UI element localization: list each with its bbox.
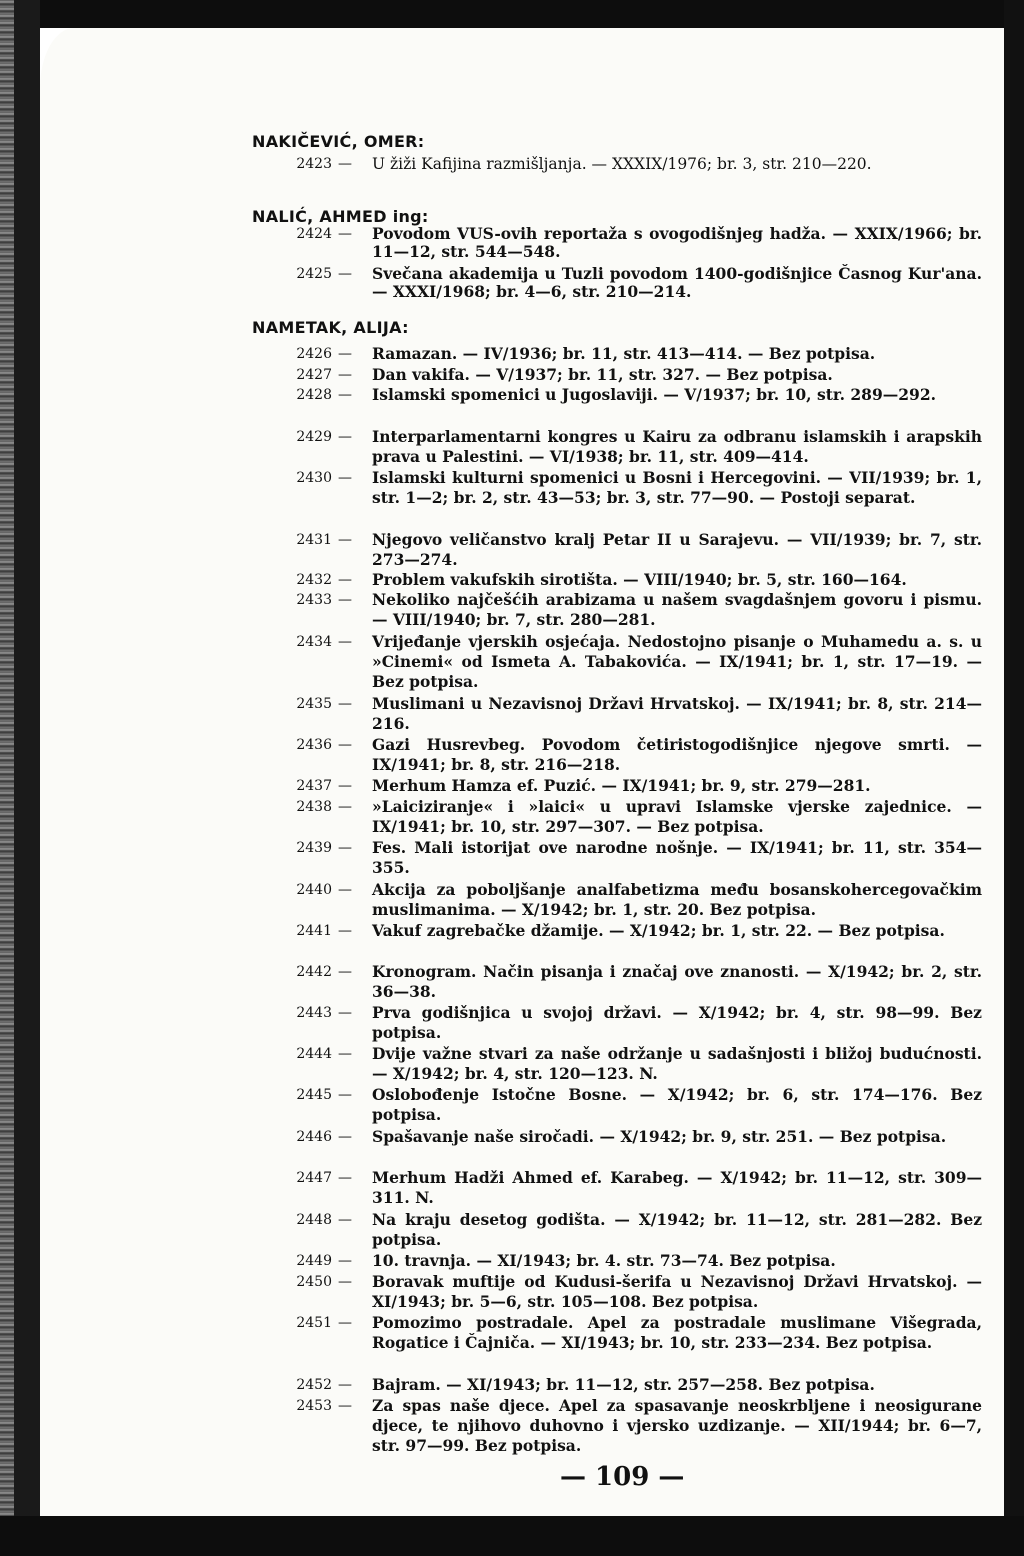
entry-text: Fes. Mali istorijat ove narodne nošnje. — IX/1941; br. 11, str. 354—355. [372, 838, 982, 877]
entry-text: Problem vakufskih sirotišta. — VIII/1940; br. 5, str. 160—164. [372, 570, 907, 589]
entry-text: Na kraju desetog godišta. — X/1942; br. 11—12, str. 281—282. Bez potpisa. [372, 1210, 982, 1249]
entry-number: 2442 [296, 964, 332, 980]
entry-text: Islamski spomenici u Jugoslaviji. — V/1937; br. 10, str. 289—292. [372, 385, 936, 404]
entry-dash: — [338, 156, 352, 172]
entry-dash: — [338, 634, 352, 650]
entry-text: Vrijeđanje vjerskih osjećaja. Nedostojno pisanje o Muhamedu a. s. u »Cinemi« od Ismeta A. Tabakovića. — IX/1941; br. 1, str. 17—19. — Bez potpisa. [372, 632, 982, 691]
entry-number: 2447 [296, 1170, 332, 1186]
entry-number: 2429 [296, 429, 332, 445]
entry-number: 2453 [296, 1398, 332, 1414]
entry-dash: — [338, 1315, 352, 1331]
entry-number: 2430 [296, 470, 332, 486]
entry-text: Dan vakifa. — V/1937; br. 11, str. 327. — Bez potpisa. [372, 365, 833, 384]
entry-dash: — [338, 346, 352, 362]
scan-border-bottom [0, 1516, 1024, 1556]
scan-border-top [0, 0, 1024, 28]
entry-text: Gazi Husrevbeg. Povodom četiristogodišnjice njegove smrti. — IX/1941; br. 8, str. 216—218. [372, 735, 982, 774]
entry-number: 2441 [296, 923, 332, 939]
entry-number: 2423 [296, 156, 332, 172]
entry-dash: — [338, 266, 352, 282]
entry-text: Dvije važne stvari za naše održanje u sadašnjosti i bližoj budućnosti. — X/1942; br. 4, str. 120—123. N. [372, 1044, 982, 1083]
entry-dash: — [338, 572, 352, 588]
entry-text: Svečana akademija u Tuzli povodom 1400-godišnjice Časnog Kur'ana. — XXXI/1968; br. 4—6, str. 210—214. [372, 264, 982, 301]
entry-dash: — [338, 1212, 352, 1228]
entry-dash: — [338, 696, 352, 712]
entry-number: 2435 [296, 696, 332, 712]
author-heading: NALIĆ, AHMED ing: [252, 207, 429, 226]
entry-dash: — [338, 1046, 352, 1062]
entry-number: 2428 [296, 387, 332, 403]
entry-dash: — [338, 840, 352, 856]
entry-number: 2445 [296, 1087, 332, 1103]
entry-dash: — [338, 1129, 352, 1145]
entry-text: Oslobođenje Istočne Bosne. — X/1942; br. 6, str. 174—176. Bez potpisa. [372, 1085, 982, 1124]
entry-text: U žiži Kafijina razmišljanja. — XXXIX/1976; br. 3, str. 210—220. [372, 155, 872, 173]
entry-text: Bajram. — XI/1943; br. 11—12, str. 257—258. Bez potpisa. [372, 1375, 875, 1394]
page-number: — 109 — [560, 1462, 685, 1492]
entry-dash: — [338, 1087, 352, 1103]
entry-text: Njegovo veličanstvo kralj Petar II u Sarajevu. — VII/1939; br. 7, str. 273—274. [372, 530, 982, 569]
entry-dash: — [338, 367, 352, 383]
author-heading: NAKIČEVIĆ, OMER: [252, 132, 425, 151]
entry-number: 2436 [296, 737, 332, 753]
entry-text: Islamski kulturni spomenici u Bosni i Hercegovini. — VII/1939; br. 1, str. 1—2; br. 2, str. 43—53; br. 3, str. 77—90. — Postoji separat. [372, 468, 982, 507]
entry-number: 2433 [296, 592, 332, 608]
entry-dash: — [338, 470, 352, 486]
entry-number: 2451 [296, 1315, 332, 1331]
entry-number: 2438 [296, 799, 332, 815]
entry-number: 2424 [296, 226, 332, 242]
entry-dash: — [338, 1170, 352, 1186]
entry-text: Povodom VUS-ovih reportaža s ovogodišnjeg hadža. — XXIX/1966; br. 11—12, str. 544—548. [372, 224, 982, 261]
entry-dash: — [338, 882, 352, 898]
entry-text: Spašavanje naše siročadi. — X/1942; br. 9, str. 251. — Bez potpisa. [372, 1127, 947, 1146]
entry-dash: — [338, 1005, 352, 1021]
entry-number: 2439 [296, 840, 332, 856]
entry-text: Muslimani u Nezavisnoj Državi Hrvatskoj. — IX/1941; br. 8, str. 214—216. [372, 694, 982, 733]
entry-dash: — [338, 532, 352, 548]
entry-text: Prva godišnjica u svojoj državi. — X/1942; br. 4, str. 98—99. Bez potpisa. [372, 1003, 982, 1042]
entry-text: Merhum Hadži Ahmed ef. Karabeg. — X/1942; br. 11—12, str. 309—311. N. [372, 1168, 982, 1207]
entry-number: 2425 [296, 266, 332, 282]
entry-text: »Laiciziranje« i »laici« u upravi Islamske vjerske zajednice. — IX/1941; br. 10, str. 297—307. — Bez potpisa. [372, 797, 982, 836]
entry-number: 2443 [296, 1005, 332, 1021]
entry-number: 2444 [296, 1046, 332, 1062]
entry-dash: — [338, 429, 352, 445]
entry-text: Za spas naše djece. Apel za spasavanje neoskrbljene i neosigurane djece, te njihovo duhovno i vjersko uzdizanje. — XII/1944; br. 6—7, str. 97—99. Bez potpisa. [372, 1396, 982, 1455]
entry-number: 2440 [296, 882, 332, 898]
entry-number: 2432 [296, 572, 332, 588]
entry-text: Vakuf zagrebačke džamije. — X/1942; br. 1, str. 22. — Bez potpisa. [372, 921, 945, 940]
entry-dash: — [338, 226, 352, 242]
entry-text: Nekoliko najčešćih arabizama u našem svagdašnjem govoru i pismu. — VIII/1940; br. 7, str. 280—281. [372, 590, 982, 629]
entry-dash: — [338, 799, 352, 815]
entry-text: Ramazan. — IV/1936; br. 11, str. 413—414. — Bez potpisa. [372, 344, 876, 363]
author-heading: NAMETAK, ALIJA: [252, 318, 409, 337]
entry-dash: — [338, 737, 352, 753]
entry-dash: — [338, 1274, 352, 1290]
entry-text: Boravak muftije od Kudusi-šerifa u Nezavisnoj Državi Hrvatskoj. — XI/1943; br. 5—6, str. 105—108. Bez potpisa. [372, 1272, 982, 1311]
entry-number: 2427 [296, 367, 332, 383]
entry-dash: — [338, 592, 352, 608]
entry-text: Pomozimo postradale. Apel za postradale muslimane Višegrada, Rogatice i Čajniča. — XI/1943; br. 10, str. 233—234. Bez potpisa. [372, 1313, 982, 1352]
entry-number: 2437 [296, 778, 332, 794]
entry-number: 2450 [296, 1274, 332, 1290]
entry-number: 2431 [296, 532, 332, 548]
entry-number: 2434 [296, 634, 332, 650]
entry-number: 2426 [296, 346, 332, 362]
entry-number: 2449 [296, 1253, 332, 1269]
entry-text: Interparlamentarni kongres u Kairu za odbranu islamskih i arapskih prava u Palestini. — VI/1938; br. 11, str. 409—414. [372, 427, 982, 466]
entry-number: 2452 [296, 1377, 332, 1393]
entry-dash: — [338, 1377, 352, 1393]
entry-text: Kronogram. Način pisanja i značaj ove znanosti. — X/1942; br. 2, str. 36—38. [372, 962, 982, 1001]
scan-border-right [1004, 0, 1024, 1556]
entry-dash: — [338, 1253, 352, 1269]
entry-dash: — [338, 964, 352, 980]
entry-dash: — [338, 1398, 352, 1414]
entry-text: 10. travnja. — XI/1943; br. 4. str. 73—74. Bez potpisa. [372, 1251, 836, 1270]
entry-dash: — [338, 387, 352, 403]
entry-text: Merhum Hamza ef. Puzić. — IX/1941; br. 9, str. 279—281. [372, 776, 871, 795]
entry-number: 2448 [296, 1212, 332, 1228]
entry-number: 2446 [296, 1129, 332, 1145]
entry-dash: — [338, 923, 352, 939]
entry-dash: — [338, 778, 352, 794]
scan-binding-edge [0, 0, 14, 1556]
entry-text: Akcija za poboljšanje analfabetizma među bosanskohercegovačkim muslimanima. — X/1942; br. 1, str. 20. Bez potpisa. [372, 880, 982, 919]
